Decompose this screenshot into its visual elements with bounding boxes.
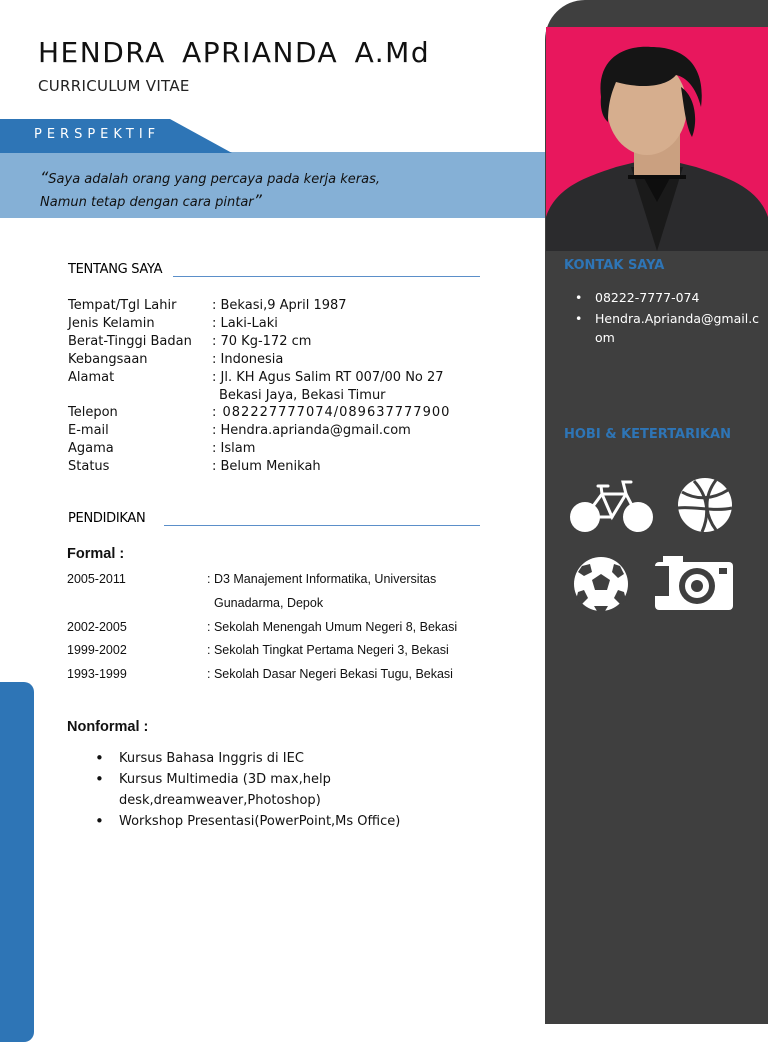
formal-title: Formal : (67, 546, 125, 562)
left-accent-bar (0, 682, 34, 1042)
document-subtitle: CURRICULUM VITAE (38, 77, 190, 95)
hobi-heading: HOBI & KETERTARIKAN (564, 427, 731, 442)
info-row: Agama : Islam (68, 441, 256, 457)
candidate-name: HENDRA APRIANDA A.Md (38, 36, 431, 69)
info-row-continued: Bekasi Jaya, Bekasi Timur (219, 387, 386, 403)
nonformal-title: Nonformal : (67, 719, 149, 735)
tentang-heading: TENTANG SAYA (68, 262, 163, 277)
soccer-ball-icon (572, 556, 630, 612)
info-row: Status : Belum Menikah (68, 459, 321, 475)
profile-photo (546, 27, 768, 251)
tentang-divider (173, 276, 480, 277)
info-row: Alamat : Jl. KH Agus Salim RT 007/00 No 27 (68, 369, 444, 385)
info-row: E-mail : Hendra.aprianda@gmail.com (68, 423, 411, 439)
nonformal-list (95, 748, 425, 832)
bicycle-icon (568, 476, 656, 534)
list-item: • Kursus Multimedia (3D max,help desk,dreamweaver,Photoshop) (95, 769, 425, 811)
info-row: Telepon : 082227777074/089637777900 (68, 405, 451, 421)
education-row: 2005-2011 : D3 Manajement Informatika, Universitas (67, 572, 437, 586)
info-row: Tempat/Tgl Lahir : Bekasi,9 April 1987 (68, 298, 347, 313)
contact-email: • Hendra.Aprianda@gmail.com (575, 309, 760, 348)
pendidikan-heading: PENDIDIKAN (68, 511, 146, 526)
perspektif-quote: “Saya adalah orang yang percaya pada kerja keras, Namun tetap dengan cara pintar” (40, 168, 381, 210)
education-row: 1999-2002 : Sekolah Tingkat Pertama Negeri 3, Bekasi (67, 643, 449, 657)
basketball-icon (676, 478, 734, 532)
personal-info (68, 297, 450, 476)
camera-icon (655, 556, 733, 612)
pendidikan-divider (164, 525, 480, 526)
list-item: • Workshop Presentasi(PowerPoint,Ms Office) (95, 811, 425, 832)
contact-list (575, 288, 760, 349)
info-row: Berat-Tinggi Badan : 70 Kg-172 cm (68, 333, 312, 349)
person-avatar-icon (546, 27, 768, 251)
quote-line-2: Namun tetap dengan cara pintar (40, 195, 254, 210)
perspektif-label: PERSPEKTIF (34, 127, 161, 142)
kontak-heading: KONTAK SAYA (564, 258, 665, 273)
education-row-continued: Gunadarma, Depok (214, 596, 324, 610)
info-row: Jenis Kelamin : Laki-Laki (68, 315, 278, 331)
education-row: 1993-1999 : Sekolah Dasar Negeri Bekasi Tugu, Bekasi (67, 667, 453, 681)
info-row: Kebangsaan : Indonesia (68, 351, 284, 367)
education-row: 2002-2005 : Sekolah Menengah Umum Negeri 8, Bekasi (67, 620, 458, 634)
list-item: • Kursus Bahasa Inggris di IEC (95, 748, 425, 769)
contact-phone: • 08222-7777-074 (575, 288, 760, 308)
quote-line-1: Saya adalah orang yang percaya pada kerja keras, (48, 172, 381, 187)
